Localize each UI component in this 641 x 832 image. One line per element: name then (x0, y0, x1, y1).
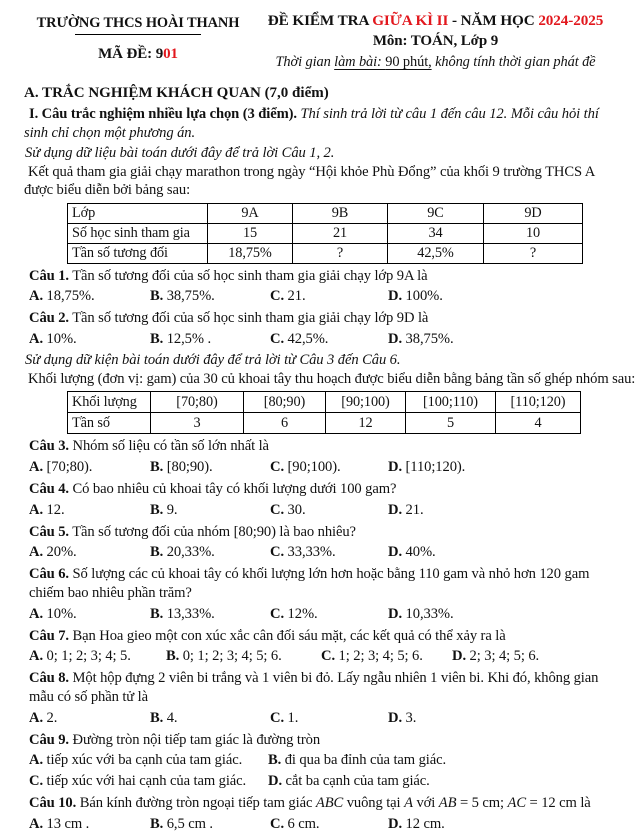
section-intro (24, 105, 619, 143)
option-text: 0; 1; 2; 3; 4; 5. (43, 648, 131, 665)
text-segment: với (412, 794, 439, 811)
table-cell: 5 (406, 413, 496, 434)
table-cell: Lớp (68, 204, 208, 224)
text-segment: Sử dụng dữ liệu bài toán dưới đây để trả lời Câu 1, 2. (25, 144, 335, 161)
option-text: 12 cm. (402, 815, 445, 832)
section-a-heading: A. TRẮC NGHIỆM KHÁCH QUAN (7,0 điểm) (24, 85, 329, 102)
table-cell: [110;120) (496, 392, 581, 413)
table-cell: 18,75% (208, 243, 293, 263)
option-text: 42,5%. (284, 330, 329, 347)
text-segment: Một hộp đựng 2 viên bi trắng và 1 viên bi đỏ. Lấy ngẫu nhiên 1 viên bi. Khi đó, không gian mẫu có số phần tử là (29, 670, 599, 705)
answer-options (29, 751, 619, 791)
option-text: 0; 1; 2; 3; 4; 5; 6. (179, 648, 282, 665)
option-text: tiếp xúc với ba cạnh của tam giác. (43, 752, 243, 769)
option-text: 21. (284, 288, 306, 305)
option-letter: B. (150, 709, 164, 726)
option-text: 12,5% . (163, 330, 212, 347)
answer-option (270, 605, 388, 624)
option-text: 10%. (43, 330, 77, 347)
option-letter: B. (150, 605, 164, 622)
option-text: 2; 3; 4; 5; 6. (466, 648, 540, 665)
question-body (69, 732, 320, 748)
table-row (68, 223, 583, 243)
table-cell: 34 (388, 223, 484, 243)
answer-option (150, 709, 270, 728)
table-cell: [90;100) (326, 392, 406, 413)
answer-options (29, 287, 619, 306)
answer-option (270, 709, 388, 728)
question-body (69, 628, 506, 644)
option-text: 1. (284, 709, 299, 726)
answer-option (29, 605, 150, 624)
question-body (76, 795, 591, 811)
answer-option (268, 772, 619, 791)
question-body (69, 310, 428, 326)
answer-option (29, 772, 268, 791)
option-letter: C. (270, 815, 284, 832)
answer-options (29, 501, 619, 520)
question-body (29, 566, 589, 601)
option-letter: C. (270, 288, 284, 305)
question-body (29, 670, 598, 705)
answer-option (388, 330, 619, 349)
option-text: cắt ba cạnh của tam giác. (282, 773, 430, 790)
table-cell: 4 (496, 413, 581, 434)
text-segment: 2024-2025 (538, 12, 604, 29)
answer-option (150, 287, 270, 306)
option-letter: D. (388, 709, 402, 726)
option-text: 1; 2; 3; 4; 5; 6. (335, 648, 423, 665)
frequency-table-weights (67, 391, 581, 434)
question-label: Câu 7. (29, 627, 69, 644)
table-cell: Khối lượng (68, 392, 151, 413)
option-letter: A. (29, 648, 43, 665)
option-text: tiếp xúc với hai cạnh của tam giác. (43, 773, 247, 790)
option-text: 12%. (284, 605, 318, 622)
answer-option (150, 501, 270, 520)
text-segment: AB (438, 794, 457, 811)
question-body (69, 481, 396, 497)
option-letter: C. (270, 459, 284, 476)
answer-option (388, 709, 619, 728)
answer-option (150, 458, 270, 477)
option-letter: D. (388, 288, 402, 305)
option-letter: B. (150, 544, 164, 561)
question (29, 627, 619, 667)
text-segment: 90 phút, (385, 53, 432, 70)
option-letter: B. (268, 752, 282, 769)
text-segment: 01 (163, 45, 178, 62)
text-segment: vuông tại (343, 794, 405, 811)
option-text: 33,33%. (284, 544, 336, 561)
option-letter: B. (150, 288, 164, 305)
answer-options (29, 815, 619, 832)
question-text (29, 480, 619, 499)
question-label: Câu 10. (29, 794, 77, 811)
text-segment: Thí sinh trả lời từ câu 1 đến câu 12. Mỗi câu hỏi thí sinh chỉ chọn một phương án. (24, 106, 599, 141)
question-body (69, 524, 356, 540)
option-text: [110;120). (402, 459, 466, 476)
question-text (29, 627, 619, 646)
table-cell: 9B (293, 204, 388, 224)
answer-option (270, 330, 388, 349)
option-text: 2. (43, 709, 58, 726)
table-row (68, 204, 583, 224)
option-letter: D. (388, 815, 402, 832)
answer-option (29, 543, 150, 562)
question-label: Câu 9. (29, 731, 69, 748)
question-text (29, 523, 619, 542)
question-label: Câu 8. (29, 670, 69, 687)
table-cell: 15 (208, 223, 293, 243)
option-text: 10%. (43, 605, 77, 622)
option-letter: D. (388, 605, 402, 622)
option-text: đi qua ba đỉnh của tam giác. (281, 752, 447, 769)
text-segment: Tần số tương đối của số học sinh tham gia giải chạy lớp 9D là (68, 310, 429, 327)
question (29, 309, 619, 349)
option-letter: A. (29, 330, 43, 347)
option-text: 10,33%. (402, 605, 454, 622)
answer-option (29, 647, 166, 666)
question-body (69, 438, 269, 454)
option-letter: A. (29, 815, 43, 832)
option-text: 21. (402, 501, 424, 518)
answer-options (29, 330, 619, 349)
question-text (29, 437, 619, 456)
answer-option (29, 458, 150, 477)
answer-option (29, 751, 268, 770)
option-letter: A. (29, 752, 43, 769)
option-text: 38,75%. (163, 288, 215, 305)
text-segment: Số lượng các củ khoai tây có khối lượng lớn hơn hoặc bằng 110 gam và nhỏ hơn 120 gam chiếm bao nhiêu phần trăm? (29, 566, 590, 601)
option-letter: D. (388, 330, 402, 347)
option-letter: D. (388, 459, 402, 476)
exam-title (252, 12, 619, 31)
question (29, 437, 619, 477)
option-text: 12. (43, 501, 65, 518)
option-text: 20%. (43, 544, 77, 561)
text-segment: I. Câu trắc nghiệm nhiều lựa chọn (3 điểm). (29, 106, 297, 123)
header-left-block (24, 12, 252, 71)
answer-option (388, 543, 619, 562)
answer-option (270, 287, 388, 306)
option-text: 20,33%. (163, 544, 215, 561)
header-divider-rule (75, 34, 201, 35)
answer-option (388, 458, 619, 477)
question (29, 731, 619, 791)
text-segment: Nhóm số liệu có tần số lớn nhất là (68, 438, 269, 455)
usage-note-1 (24, 144, 619, 163)
answer-option (29, 287, 150, 306)
header-right-block (252, 12, 619, 71)
table-cell: 10 (484, 223, 583, 243)
text-segment: ĐỀ KIỂM TRA (267, 12, 373, 29)
answer-option (150, 330, 270, 349)
answer-option (150, 815, 270, 832)
usage-note-2 (24, 351, 619, 370)
option-letter: A. (29, 288, 43, 305)
option-letter: C. (270, 544, 284, 561)
question-label: Câu 2. (29, 310, 69, 327)
question-body (69, 268, 428, 284)
question-label: Câu 6. (29, 566, 69, 583)
option-letter: A. (29, 459, 43, 476)
question (29, 794, 619, 832)
text-segment: ABC (315, 794, 344, 811)
answer-option (268, 751, 619, 770)
text-segment: làm bài: (334, 53, 386, 70)
answer-option (29, 330, 150, 349)
option-letter: D. (268, 773, 282, 790)
table-cell: Tần số tương đối (68, 243, 208, 263)
option-letter: A. (29, 605, 43, 622)
question (29, 267, 619, 307)
question (29, 669, 619, 727)
answer-option (388, 815, 619, 832)
text-segment: Môn: TOÁN, Lớp 9 (372, 32, 499, 49)
questions-block-2 (24, 437, 619, 832)
table-row (68, 243, 583, 263)
table-row (68, 392, 581, 413)
text-segment: Đường tròn nội tiếp tam giác là đường tròn (68, 731, 321, 748)
option-text: 40%. (402, 544, 436, 561)
text-segment: - NĂM HỌC (448, 12, 539, 29)
question (29, 480, 619, 520)
option-letter: B. (150, 501, 164, 518)
option-text: 4. (163, 709, 178, 726)
text-segment: = 5 cm; (456, 794, 508, 811)
option-letter: D. (388, 544, 402, 561)
question-text (29, 565, 619, 603)
text-segment: Thời gian (275, 53, 335, 70)
table-cell: ? (484, 243, 583, 263)
table-cell: [70;80) (151, 392, 244, 413)
exam-header (24, 12, 619, 71)
option-text: 100%. (402, 288, 443, 305)
table-cell: 3 (151, 413, 244, 434)
option-letter: C. (270, 501, 284, 518)
answer-option (150, 543, 270, 562)
context-paragraph-2: Khối lượng (đơn vị: gam) của 30 củ khoai tây thu hoạch được biểu diễn bằng bảng tần số ghép nhóm sau: (28, 370, 636, 387)
question-label: Câu 3. (29, 438, 69, 455)
answer-option (270, 501, 388, 520)
answer-option (321, 647, 452, 666)
option-text: 3. (402, 709, 417, 726)
option-text: 38,75%. (402, 330, 454, 347)
text-segment: Tần số tương đối của số học sinh tham gia giải chạy lớp 9A là (68, 267, 428, 284)
table-cell: 9A (208, 204, 293, 224)
question-label: Câu 4. (29, 480, 69, 497)
answer-option (452, 647, 619, 666)
answer-options (29, 647, 619, 666)
option-letter: C. (270, 605, 284, 622)
option-letter: A. (29, 544, 43, 561)
option-letter: B. (166, 648, 180, 665)
text-segment: AC (507, 794, 526, 811)
option-text: 13,33%. (163, 605, 215, 622)
option-letter: C. (321, 648, 335, 665)
table-cell: 9C (388, 204, 484, 224)
question (29, 565, 619, 623)
question-label: Câu 1. (29, 267, 69, 284)
text-segment: GIỮA KÌ II (372, 12, 449, 29)
option-letter: D. (388, 501, 402, 518)
table-cell: [100;110) (406, 392, 496, 413)
table-cell: Tần số (68, 413, 151, 434)
text-segment: MÃ ĐỀ: 9 (98, 45, 164, 62)
table-cell: [80;90) (244, 392, 326, 413)
question-text (29, 794, 619, 813)
answer-option (388, 287, 619, 306)
answer-option (270, 815, 388, 832)
exam-subject-line (252, 32, 619, 51)
answer-option (29, 815, 150, 832)
option-text: 30. (284, 501, 306, 518)
option-text: 18,75%. (43, 288, 95, 305)
option-text: [70;80). (43, 459, 93, 476)
option-letter: A. (29, 501, 43, 518)
table-cell: 9D (484, 204, 583, 224)
answer-options (29, 543, 619, 562)
question-text (29, 309, 619, 328)
option-text: 9. (163, 501, 178, 518)
exam-code (24, 45, 252, 64)
option-text: [80;90). (163, 459, 213, 476)
text-segment: Có bao nhiêu củ khoai tây có khối lượng dưới 100 gam? (68, 480, 397, 497)
context-paragraph-1: Kết quả tham gia giải chạy marathon trong ngày “Hội khỏe Phù Đổng” của khối 9 trường THCS A được biểu diễn bởi bảng sau: (24, 163, 595, 199)
table-cell: 6 (244, 413, 326, 434)
answer-option (29, 501, 150, 520)
exam-time-line (252, 53, 619, 72)
table-cell: 12 (326, 413, 406, 434)
questions-block-1 (24, 267, 619, 349)
answer-option (270, 458, 388, 477)
text-segment: Bạn Hoa gieo một con xúc xắc cân đối sáu mặt, các kết quả có thể xảy ra là (68, 627, 506, 644)
answer-options (29, 458, 619, 477)
answer-option (388, 501, 619, 520)
text-segment: Bán kính đường tròn ngoại tiếp tam giác (76, 794, 316, 811)
option-letter: C. (29, 773, 43, 790)
school-name: TRƯỜNG THCS HOÀI THANH (36, 15, 240, 31)
question (29, 523, 619, 563)
answer-option (150, 605, 270, 624)
table-row (68, 413, 581, 434)
option-letter: D. (452, 648, 466, 665)
text-segment: không tính thời gian phát đề (431, 53, 596, 70)
text-segment: = 12 cm là (525, 794, 591, 811)
table-cell: ? (293, 243, 388, 263)
frequency-table-classes (67, 203, 583, 263)
option-letter: B. (150, 815, 164, 832)
answer-options (29, 605, 619, 624)
answer-option (388, 605, 619, 624)
question-label: Câu 5. (29, 523, 69, 540)
question-text (29, 731, 619, 750)
answer-option (270, 543, 388, 562)
option-text: 6 cm. (284, 815, 320, 832)
question-text (29, 669, 619, 707)
text-segment: A (404, 794, 413, 811)
option-letter: A. (29, 709, 43, 726)
option-letter: B. (150, 459, 164, 476)
text-segment: Sử dụng dữ kiện bài toán dưới đây để trả lời từ Câu 3 đến Câu 6. (25, 351, 401, 368)
table-cell: 21 (293, 223, 388, 243)
table-cell: 42,5% (388, 243, 484, 263)
option-letter: B. (150, 330, 164, 347)
option-letter: C. (270, 330, 284, 347)
answer-options (29, 709, 619, 728)
option-text: [90;100). (284, 459, 341, 476)
answer-option (29, 709, 150, 728)
question-text (29, 267, 619, 286)
answer-option (166, 647, 321, 666)
option-text: 6,5 cm . (163, 815, 213, 832)
option-letter: C. (270, 709, 284, 726)
option-text: 13 cm . (43, 815, 90, 832)
table-cell: Số học sinh tham gia (68, 223, 208, 243)
text-segment: Tần số tương đối của nhóm [80;90) là bao nhiêu? (68, 523, 356, 540)
